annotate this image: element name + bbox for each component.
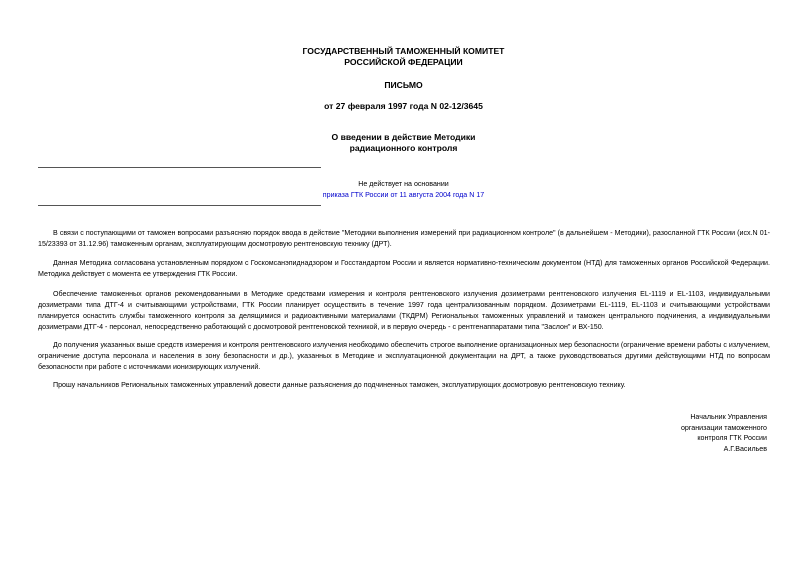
status-note-link-row: [0, 190, 807, 201]
signatory-name: А.Г.Васильев: [723, 444, 767, 453]
body-paragraph-3: Обеспечение таможенных органов рекомендованными в Методике средствами измерения и контроля рентгеновского излучения дозиметрами рентгеновского излучения EL-1119 и EL-1103, индивидуальными дозиметрами типа ДТГ-4 и считывающими устройствами, ГТК России планирует осуществить в течение 1997 года централизованным порядком. Дозиметрами EL-1119, EL-1103 и считывающими устройствами планируется оснастить службы таможенного контроля за делящимися и радиоактивными материалами (ТКДРМ) Региональных таможенных управлений и таможен центрального подчинения, а индивидуальными дозиметрами ДТГ-4 - персонал, непосредственно работающий с досмотровой рентгеновской техникой, и в первую очередь - с рентгенаппаратами типа "Заслон" и ВХ-150.: [38, 290, 770, 331]
body-paragraph-1: В связи с поступающими от таможен вопросами разъясняю порядок ввода в действие "Методики выполнения измерений при радиационном контроле" (в дальнейшем - Методики), разосланной ГТК России (исх.N 01-15/23393 от 31.12.96) таможенным органам, эксплуатирующим досмотровую рентгеновскую технику (ДРТ).: [38, 229, 770, 248]
body-paragraph-2: Данная Методика согласована установленным порядком с Госкомсанэпиднадзором и Госстандартом России и является нормативно-техническим документом (НТД) для таможенных органов Российской Федерации. Методика действует с момента ее утверждения ГТК России.: [38, 259, 770, 278]
repeal-order-link[interactable]: приказа ГТК России от 11 августа 2004 года N 17: [322, 191, 485, 199]
document-type: ПИСЬМО: [384, 80, 423, 90]
status-note: Не действует на основании: [358, 180, 449, 188]
signature-block: [567, 412, 767, 454]
signature-position-line1: Начальник Управления: [690, 413, 767, 421]
document-date-number: от 27 февраля 1997 года N 02-12/3645: [324, 101, 483, 111]
body-paragraph-4: До получения указанных выше средств измерения и контроля рентгеновского излучения необходимо обеспечить строгое выполнение организационных мер безопасности (ограничение времени работы с излучением, ограничение доступа персонала и населения в зону безопасности и др.), указанных в Методике и эксплуатационной документации на ДРТ, а также руководствоваться другими действующими НТД по вопросам безопасности при работе с источниками ионизирующих излучений.: [38, 341, 770, 371]
divider-top: [38, 167, 321, 168]
divider-bottom: [38, 205, 321, 206]
signature-position-line3: контроля ГТК России: [697, 434, 767, 442]
body-paragraph-5: Прошу начальников Региональных таможенных управлений довести данные разъяснения до подчиненных таможен, эксплуатирующих досмотровую рентгеновскую технику.: [53, 381, 626, 389]
issuer-name-line2: РОССИЙСКОЙ ФЕДЕРАЦИИ: [344, 57, 463, 67]
signature-position-line2: организации таможенного: [680, 423, 767, 432]
issuer-name-line1: ГОСУДАРСТВЕННЫЙ ТАМОЖЕННЫЙ КОМИТЕТ: [302, 46, 505, 56]
document-title-line1: О введении в действие Методики: [331, 132, 476, 142]
document-title-line2: радиационного контроля: [349, 143, 458, 153]
